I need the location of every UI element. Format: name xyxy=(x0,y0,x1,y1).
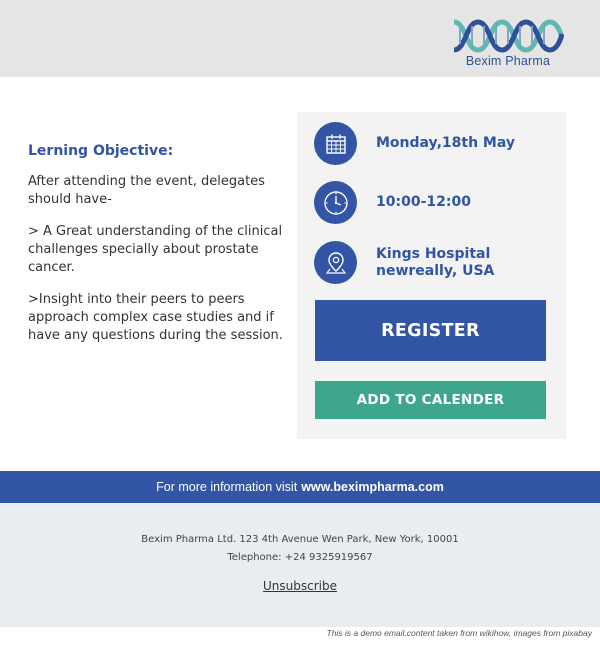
website-link[interactable]: www.beximpharma.com xyxy=(301,480,444,494)
unsubscribe-link[interactable]: Unsubscribe xyxy=(263,579,337,593)
time-text: 10:00-12:00 xyxy=(376,194,471,210)
objective-paragraph: >Insight into their peers to peers approach complex case studies and if have any questions during the session. xyxy=(28,292,283,343)
date-text: Monday,18th May xyxy=(376,135,516,151)
clock-icon xyxy=(314,181,357,224)
location-pin-icon xyxy=(314,241,357,284)
event-time xyxy=(314,181,471,224)
disclaimer: This is a demo email,content taken from wikihow, images from pixabay xyxy=(326,628,592,638)
footer-address: Bexim Pharma Ltd. 123 4th Avenue Wen Park, New York, 10001 xyxy=(141,534,459,545)
event-details-panel xyxy=(297,112,566,439)
objective-paragraph: After attending the event, delegates should have- xyxy=(28,174,265,207)
info-bar xyxy=(0,471,600,503)
footer-telephone: Telephone: +24 9325919567 xyxy=(227,552,373,563)
add-to-calendar-button[interactable]: ADD TO CALENDER xyxy=(315,381,546,419)
event-date xyxy=(314,122,515,165)
learning-objective xyxy=(28,143,290,359)
logo[interactable] xyxy=(452,16,564,72)
header xyxy=(0,0,600,77)
register-button[interactable]: REGISTER xyxy=(315,300,546,361)
footer xyxy=(0,503,600,627)
objective-title: Lerning Objective: xyxy=(28,143,174,159)
location-text xyxy=(376,246,494,280)
brand-name: Bexim Pharma xyxy=(465,54,551,68)
calendar-icon xyxy=(314,122,357,165)
info-prefix: For more information visit xyxy=(156,480,298,494)
location-line-1: Kings Hospital xyxy=(376,245,491,262)
event-location xyxy=(314,241,494,284)
location-line-2: newreally, USA xyxy=(376,262,495,279)
objective-paragraph: > A Great understanding of the clinical challenges specially about prostate cancer. xyxy=(28,224,283,275)
dna-helix-logo-icon xyxy=(452,18,564,54)
